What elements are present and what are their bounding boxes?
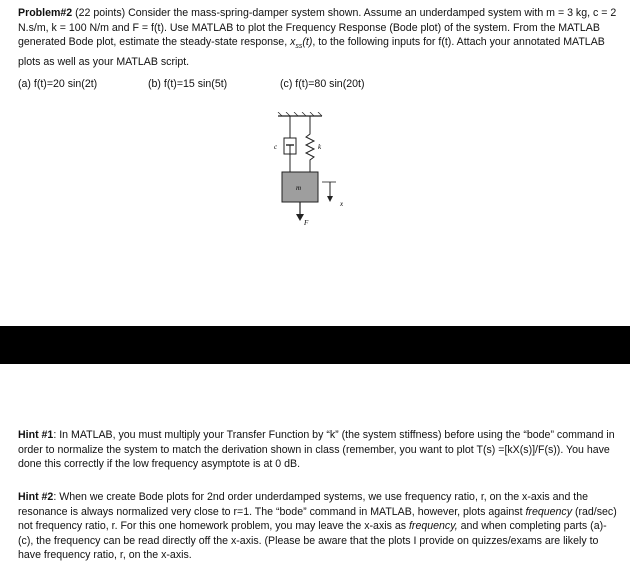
- part-c: (c) f(t)=80 sin(20t): [280, 78, 365, 90]
- hint-2-label: Hint #2: [18, 491, 54, 503]
- hint-2-text-3: and when completing parts (a)-(c), the frequency can be read directly off the x-axis. (Please be aware that the plots I provide on quizzes/exams are likely to have frequency ratio, r, on the x-axis.: [18, 520, 607, 561]
- hint-1-text: : In MATLAB, you must multiply your Transfer Function by “k” (the system stiffness) before using the “bode” command in order to normalize the system to match the derivation shown in class (remember, you want to plot T(s) =[kX(s)]/F(s)). You have done this correctly if the low frequency asymptote is at 0 dB.: [18, 429, 615, 470]
- spring: [306, 116, 314, 172]
- problem-text-2: , to the following inputs for f(t). Attach your annotated MATLAB plots as well as your MATLAB script.: [18, 36, 605, 68]
- displacement-arrow: [322, 182, 336, 202]
- force-arrow: [296, 202, 304, 221]
- hint-2-text-2: (rad/sec) not frequency ratio, r. For this one homework problem, you may leave the x-axis as: [18, 505, 617, 532]
- input-parts: [18, 78, 618, 94]
- displacement-label: x: [340, 200, 344, 208]
- damper: [284, 116, 296, 172]
- problem-text-1: Consider the mass-spring-damper system shown. Assume an underdamped system with m = 3 kg, c = 2 N.s/m, k = 100 N/m and F = f(t). Use MATLAB to plot the Frequency Response (Bode plot) of the system. From the MATLAB generated Bode plot, estimate the steady-state response,: [18, 7, 617, 48]
- problem-statement: [18, 6, 618, 69]
- spring-label: k: [318, 143, 322, 151]
- hint-2: [18, 490, 618, 563]
- divider-bar: [0, 326, 630, 364]
- hint-1-label: Hint #1: [18, 429, 54, 441]
- part-a: (a) f(t)=20 sin(2t): [18, 78, 98, 90]
- mass-label: m: [296, 184, 302, 192]
- part-b: (b) f(t)=15 sin(5t): [148, 78, 228, 90]
- ground-support: [278, 112, 322, 116]
- hint-2-emphasis-1: frequency: [525, 505, 572, 518]
- mass-spring-damper-diagram: [260, 112, 370, 232]
- hint-2-emphasis-2: frequency,: [408, 520, 458, 532]
- problem-label: Problem#2: [18, 7, 73, 19]
- force-label: F: [304, 219, 309, 227]
- xss-symbol: $x_{ss}(t)$: [290, 36, 313, 51]
- problem-points: (22 points): [75, 7, 126, 19]
- damper-label: c: [274, 143, 278, 151]
- hint-1: [18, 428, 618, 472]
- hint-2-text-1: : When we create Bode plots for 2nd order underdamped systems, we use frequency ratio, r, on the x-axis and the resonance is always normalized very close to r=1. The “bode” command in MATLAB, however, plots against: [18, 491, 589, 518]
